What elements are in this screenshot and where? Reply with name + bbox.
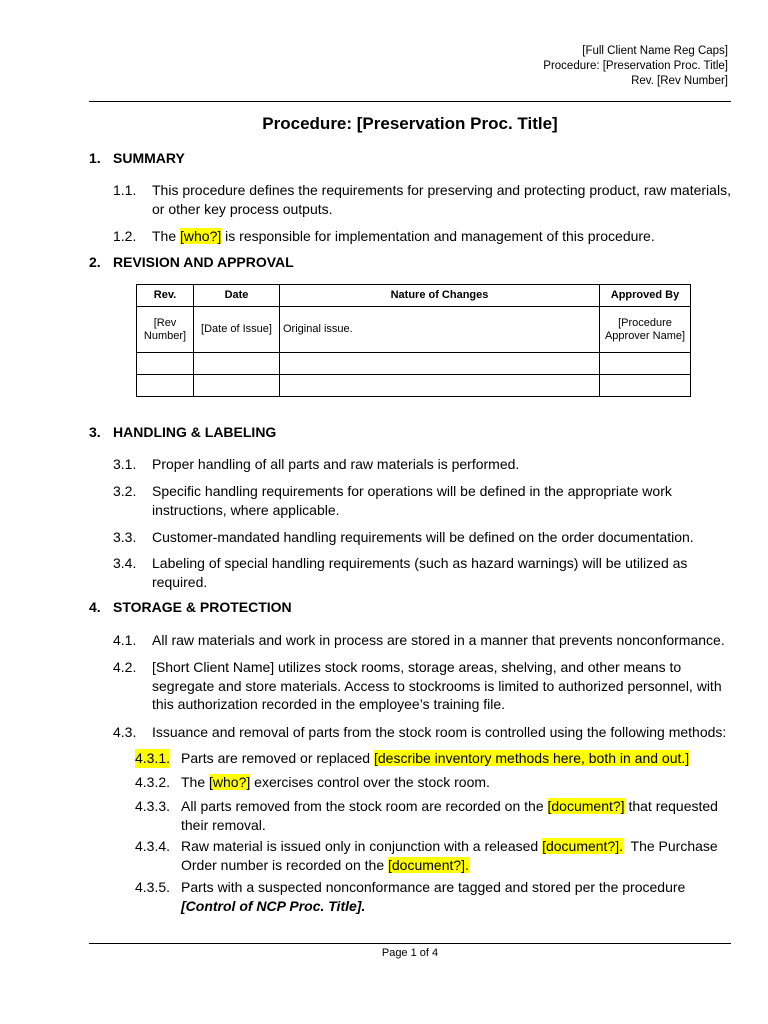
subparagraph-4-3-2: 4.3.2. The [who?] exercises control over the stock room. xyxy=(135,774,490,790)
subparagraph-4-3-5: 4.3.5. Parts with a suspected nonconformance are tagged and stored per the procedure [Control of NCP Proc. Title]. xyxy=(135,879,686,914)
placeholder-highlight: [document?]. xyxy=(542,838,624,854)
subparagraph-4-3-3: 4.3.3. All parts removed from the stock room are recorded on the [document?] that requested their removal. xyxy=(135,798,718,833)
paragraph-3-2: 3.2. Specific handling requirements for operations will be defined in the appropriate work instructions, where applicable. xyxy=(113,483,672,518)
section-4-heading: 4. STORAGE & PROTECTION xyxy=(89,599,292,615)
placeholder-highlight: [document?]. xyxy=(388,856,469,873)
placeholder-highlight: [who?] xyxy=(180,228,222,244)
column-header-date: Date xyxy=(194,285,280,307)
header-client-name: [Full Client Name Reg Caps] xyxy=(582,45,728,57)
table-row xyxy=(137,375,691,397)
section-3-heading: 3. HANDLING & LABELING xyxy=(89,424,277,440)
placeholder-highlight: [who?] xyxy=(209,774,251,790)
section-1-heading: 1. SUMMARY xyxy=(89,150,185,166)
cell-date: [Date of Issue] xyxy=(194,307,280,353)
column-header-rev: Rev. xyxy=(137,285,194,307)
paragraph-3-4: 3.4. Labeling of special handling requirements (such as hazard warnings) will be utilized as required. xyxy=(113,555,688,590)
paragraph-1-1: 1.1. This procedure defines the requirements for preserving and protecting product, raw materials, or other key process outputs. xyxy=(113,182,731,217)
cell-nature-of-changes: Original issue. xyxy=(280,307,600,353)
placeholder-highlight: [document?] xyxy=(547,798,625,814)
paragraph-1-2: 1.2. The [who?] is responsible for implementation and management of this procedure. xyxy=(113,228,655,244)
section-2-heading: 2. REVISION AND APPROVAL xyxy=(89,254,294,270)
subparagraph-4-3-4: 4.3.4. Raw material is issued only in conjunction with a released [document?]. The Purchase Order number is recorded on the [document?]. xyxy=(135,838,722,873)
page-header xyxy=(543,44,728,89)
paragraph-4-3: 4.3. Issuance and removal of parts from the stock room is controlled using the following methods: xyxy=(113,724,727,740)
procedure-reference: [Control of NCP Proc. Title]. xyxy=(181,897,366,914)
footer-rule xyxy=(89,943,731,944)
page-title: Procedure: [Preservation Proc. Title] xyxy=(262,114,558,133)
placeholder-highlight: [describe inventory methods here, both in and out.] xyxy=(373,750,690,766)
paragraph-3-3: 3.3. Customer-mandated handling requirements will be defined on the order documentation. xyxy=(113,529,694,545)
page-number: Page 1 of 4 xyxy=(381,947,439,959)
table-row xyxy=(137,307,691,353)
column-header-approved-by: Approved By xyxy=(600,285,691,307)
paragraph-4-2: 4.2. [Short Client Name] utilizes stock rooms, storage areas, shelving, and other means to segregate and store materials. Access to stockrooms is limited to authorized personnel, with this authorization recorded in the employee’s training file. xyxy=(113,659,722,712)
table-row xyxy=(137,353,691,375)
column-header-nature-of-changes: Nature of Changes xyxy=(280,285,600,307)
header-procedure: Procedure: [Preservation Proc. Title] xyxy=(543,60,728,72)
header-rule xyxy=(89,101,731,102)
header-revision: Rev. [Rev Number] xyxy=(631,75,728,87)
cell-rev: [Rev Number] xyxy=(137,307,194,353)
table-header-row xyxy=(137,285,691,307)
cell-approved-by: [Procedure Approver Name] xyxy=(600,307,691,353)
subparagraph-4-3-1: 4.3.1. Parts are removed or replaced [describe inventory methods here, both in and out.] xyxy=(135,750,690,766)
paragraph-4-1: 4.1. All raw materials and work in process are stored in a manner that prevents nonconformance. xyxy=(113,632,725,648)
paragraph-3-1: 3.1. Proper handling of all parts and raw materials is performed. xyxy=(113,456,520,472)
revision-table xyxy=(136,284,691,397)
